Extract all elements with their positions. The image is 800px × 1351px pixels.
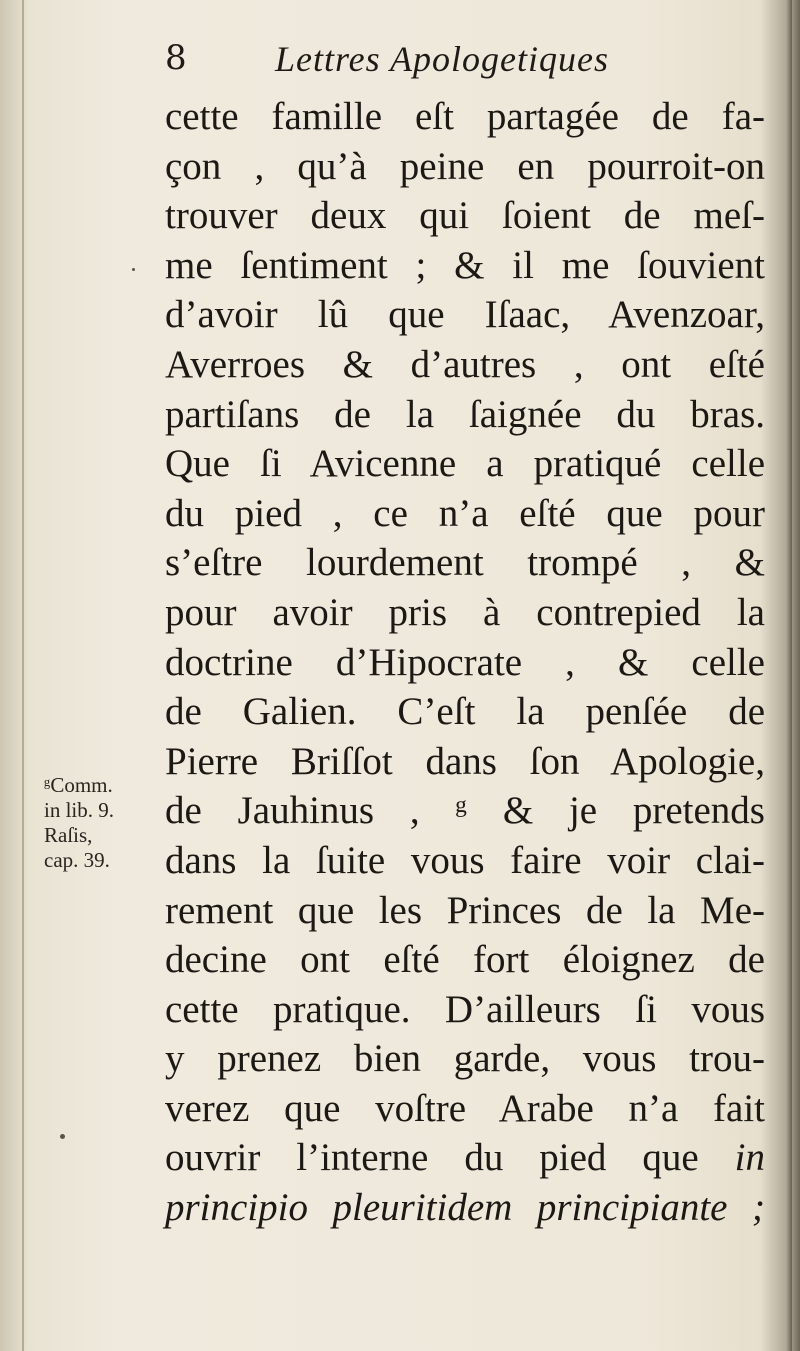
text-line: [165, 886, 765, 936]
text-segment: Pierre Briſſot dans ſon Apologie,: [165, 739, 765, 783]
text-line: [165, 985, 765, 1035]
text-segment: Averroes & d’autres , ont eſté: [165, 342, 765, 386]
text-segment: trouver deux qui ſoient de meſ-: [165, 194, 765, 238]
text-segment: rement que les Princes de la Me-: [165, 888, 765, 932]
text-line: [165, 588, 765, 638]
text-segment: du pied , ce n’a eſté que pour: [165, 491, 765, 535]
text-segment: de Galien. C’eſt la penſée de: [165, 690, 765, 734]
text-segment: d’avoir lû que Iſaac, Avenzoar,: [165, 293, 765, 337]
text-line: [165, 1034, 765, 1084]
text-segment: pour avoir pris à contrepied la: [165, 590, 765, 634]
body-text: [165, 92, 765, 1233]
running-title: Lettres Apologetiques: [275, 39, 609, 79]
text-line: [165, 1084, 765, 1134]
text-segment: verez que voſtre Arabe n’a fait: [165, 1086, 765, 1130]
text-line: [165, 737, 765, 787]
text-line: [165, 439, 765, 489]
text-line: [165, 340, 765, 390]
text-segment: Que ſi Avicenne a pratiqué celle: [165, 442, 765, 486]
text-segment: cette famille eſt partagée de fa-: [165, 95, 765, 138]
margin-note-line: in lib. 9.: [44, 798, 115, 822]
text-segment: y prenez bien garde, vous trou-: [165, 1037, 765, 1081]
text-segment: cette pratique. D’ailleurs ſi vous: [165, 987, 765, 1031]
text-line: [165, 142, 765, 192]
text-line: [165, 92, 765, 142]
text-segment: partiſans de la ſaignée du bras.: [165, 392, 765, 436]
text-line: [165, 638, 765, 688]
text-segment: me ſentiment ; & il me ſouvient: [165, 243, 765, 287]
text-line: [165, 1183, 765, 1233]
page-header: [165, 34, 765, 90]
text-line: [165, 390, 765, 440]
text-line: [165, 241, 765, 291]
margin-note-line: Raſis,: [44, 823, 93, 847]
text-line: [165, 786, 765, 836]
italic-text: principio pleuritidem principiante ;: [165, 1186, 765, 1230]
text-segment: s’eſtre lourdement trompé , &: [165, 541, 765, 585]
text-line: [165, 1133, 765, 1183]
text-line: [165, 935, 765, 985]
text-segment: decine ont eſté fort éloignez de: [165, 938, 765, 982]
text-segment: ouvrir l’interne du pied que: [165, 1136, 735, 1180]
text-line: [165, 290, 765, 340]
text-line: [165, 489, 765, 539]
italic-text: in: [734, 1136, 765, 1180]
text-segment: de Jauhinus , ᵍ & je pretends: [165, 789, 765, 833]
ink-speck: [60, 1134, 65, 1139]
text-segment: dans la ſuite vous faire voir clai-: [165, 838, 765, 882]
text-line: [165, 538, 765, 588]
margin-note-line: ᵍComm.: [44, 773, 113, 797]
text-segment: doctrine d’Hipocrate , & celle: [165, 640, 765, 684]
margin-note: [44, 773, 162, 873]
text-segment: çon , qu’à peine en pourroit-on: [165, 144, 765, 188]
text-line: [165, 687, 765, 737]
page-number: 8: [165, 38, 187, 78]
text-line: [165, 191, 765, 241]
margin-note-line: cap. 39.: [44, 848, 110, 872]
ink-speck: [132, 268, 135, 271]
text-line: [165, 836, 765, 886]
